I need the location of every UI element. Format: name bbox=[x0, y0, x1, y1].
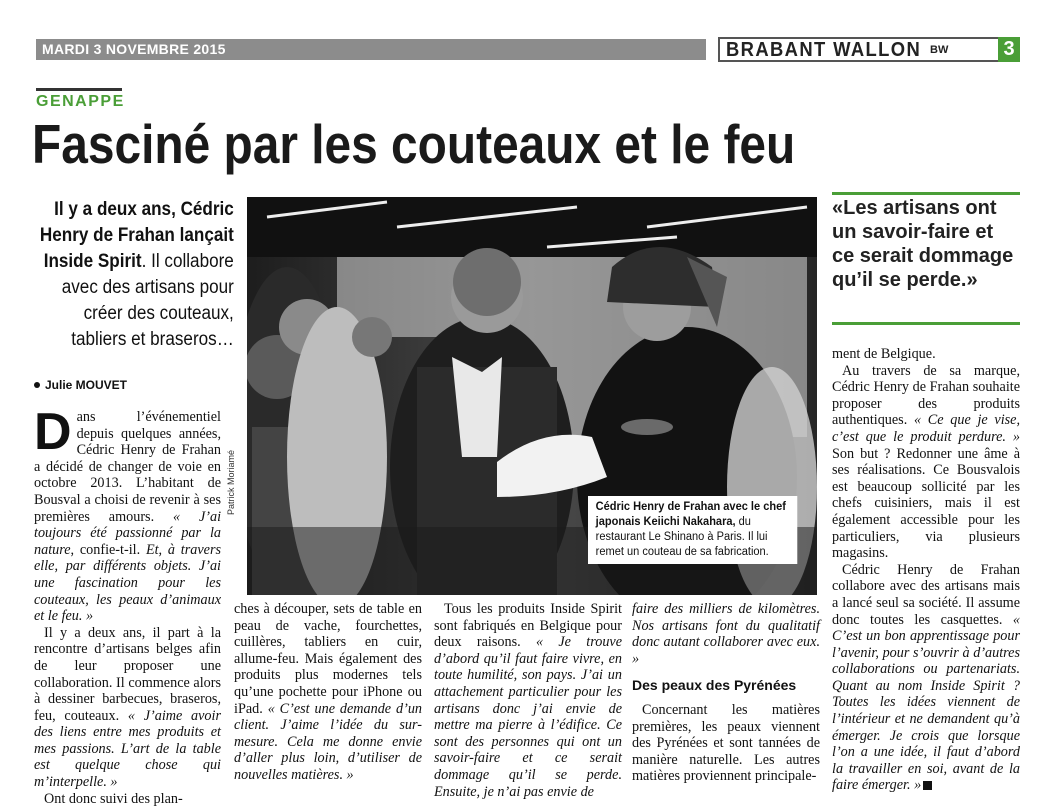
kicker: GENAPPE bbox=[36, 93, 125, 110]
col5-p2-start: Au travers de sa marque, Cédric Henry de Frahan souhaite proposer des produits authentiques. bbox=[832, 362, 1020, 429]
kicker-rule bbox=[36, 88, 122, 91]
col1-p1-start: ans l’événementiel depuis quelques années, Cédric Henry de Frahan a décidé de changer de voie en octobre 2013. L’habitant de Bousval a choisi de revenir à ses premières amours. bbox=[34, 409, 221, 525]
column-3 bbox=[434, 601, 622, 800]
lead-bold: Il y a deux ans, Cédric Henry de Frahan lançait Inside Spirit bbox=[39, 199, 234, 272]
column-1 bbox=[34, 403, 222, 807]
page-number: 3 bbox=[998, 37, 1020, 62]
headline: Fasciné par les couteaux et le feu bbox=[32, 113, 796, 175]
column-4 bbox=[632, 601, 820, 785]
pull-quote-rule-bottom bbox=[832, 322, 1020, 325]
section-code: BW bbox=[930, 44, 949, 56]
col5-p2-quote: « Ce que je vise, c’est que le produit perdure. » bbox=[832, 412, 1021, 445]
col2-text: ches à découper, sets de table en peau de vache, fourchettes, cuillères, tabliers en cuir, allume-feu. Mais également des produits plus modernes tels qu’une pochette pour iPhone ou iPad. bbox=[234, 601, 422, 717]
col1-p2-start: Il y a deux ans, il part à la rencontre d’artisans belges afin de leur proposer une collaboration. Il commence alors à dessiner barbecues, braseros, feu, couteaux. bbox=[34, 624, 221, 724]
col1-paragraph-3: Ont donc suivi des plan- bbox=[44, 790, 183, 807]
bullet-icon bbox=[34, 382, 40, 388]
caption-text: du restaurant Le Shinano à Paris. Il lui remet un couteau de sa fabrication. bbox=[595, 516, 769, 558]
col5-paragraph-3 bbox=[832, 562, 1020, 794]
col3-quote-2: Ensuite, je n’ai pas envie de bbox=[434, 783, 594, 800]
col5-p2-end: Son but ? Redonner une âme à ses réalisations. Ce Bousvalois est beaucoup sollicité par les chefs cuisiniers, mais il est également accessible pour les particuliers, via plusieurs magasins. bbox=[832, 445, 1020, 562]
col4-quote: faire des milliers de kilomètres. Nos artisans font du qualitatif donc autant collaborer avec eux. » bbox=[632, 601, 820, 667]
col5-p1: ment de Belgique. bbox=[832, 346, 936, 362]
pull-quote-rule-top bbox=[832, 192, 1020, 195]
column-5 bbox=[832, 346, 1020, 794]
col5-p3-start: Cédric Henry de Frahan collabore avec des artisans mais a lancé seul sa société. Il assume donc toutes les casquettes. bbox=[832, 561, 1020, 628]
issue-date: MARDI 3 NOVEMBRE 2015 bbox=[42, 41, 226, 57]
drop-cap: D bbox=[34, 403, 72, 461]
lead-rest: . Il collabore avec des artisans pour créer des couteaux, tabliers et braseros… bbox=[61, 251, 234, 350]
byline bbox=[34, 378, 127, 392]
col1-p2-quote: « J’aime avoir des liens entre mes produits et mes passions. L’art de la table est quelque chose qui m’interpelle. » bbox=[34, 707, 221, 791]
photo-caption bbox=[588, 496, 797, 564]
column-2 bbox=[234, 601, 422, 784]
col1-quote-1: « J’ai toujours été passionné par la nature bbox=[34, 508, 222, 558]
pull-quote: «Les artisans ont un savoir-faire et ce serait dommage qu’il se perde.» bbox=[832, 197, 1014, 291]
photo-credit: Patrick Moriamé bbox=[226, 449, 236, 515]
col4-text: Concernant les matières premières, les peaux viennent des Pyrénées et sont tannées de manière naturelle. Les autres matières proviennent principale- bbox=[632, 701, 820, 785]
col3-text: Tous les produits Inside Spirit sont fabriqués en Belgique pour deux raisons. bbox=[434, 601, 622, 651]
col5-paragraph-2 bbox=[832, 363, 1020, 562]
lead-paragraph bbox=[34, 197, 234, 353]
col5-p3-quote: « C’est un bon apprentissage pour l’avenir, pour s’ouvrir à d’autres collaborations ou partenariats. Quant au nom Inside Spirit ? Toutes les idées viennent de l’intérieur et ne demandent qu’à émerger. Je crois que lorsque l’on a une idée, il faut d’abord la travailler en soi, avant de la faire émerger. » bbox=[832, 611, 1021, 794]
col2-quote: « C’est une demande d’un client. J’aime l’idée du sur-mesure. Cela me donne envie d’aller plus loin, d’utiliser de nouvelles matières. » bbox=[234, 700, 423, 783]
col1-quote-2: Et, à travers elle, par différents objets. J’ai une fascination pour les couteaux, les peaux d’animaux et le feu. » bbox=[34, 541, 221, 625]
caption-bold: Cédric Henry de Frahan avec le chef japonais Keiichi Nakahara, bbox=[595, 501, 786, 528]
col1-p1-mid: , confie-t-il. bbox=[70, 541, 141, 558]
author-name: Julie MOUVET bbox=[45, 378, 128, 392]
subhead: Des peaux des Pyrénées bbox=[632, 677, 797, 694]
end-mark-icon bbox=[923, 781, 932, 790]
col1-paragraph-2 bbox=[34, 625, 221, 791]
col3-quote-1: « Je trouve d’abord qu’il faut faire vivre, en toute humilité, son pays. J’ai un attachement particulier pour les artisans donc j’ai envie de mettre ma pierre à l’édifice. Ce sont des personnes qui ont un savoir-faire et ce serait dommage qu’il se perde. bbox=[434, 634, 623, 783]
section-name: BRABANT WALLON bbox=[726, 39, 922, 61]
